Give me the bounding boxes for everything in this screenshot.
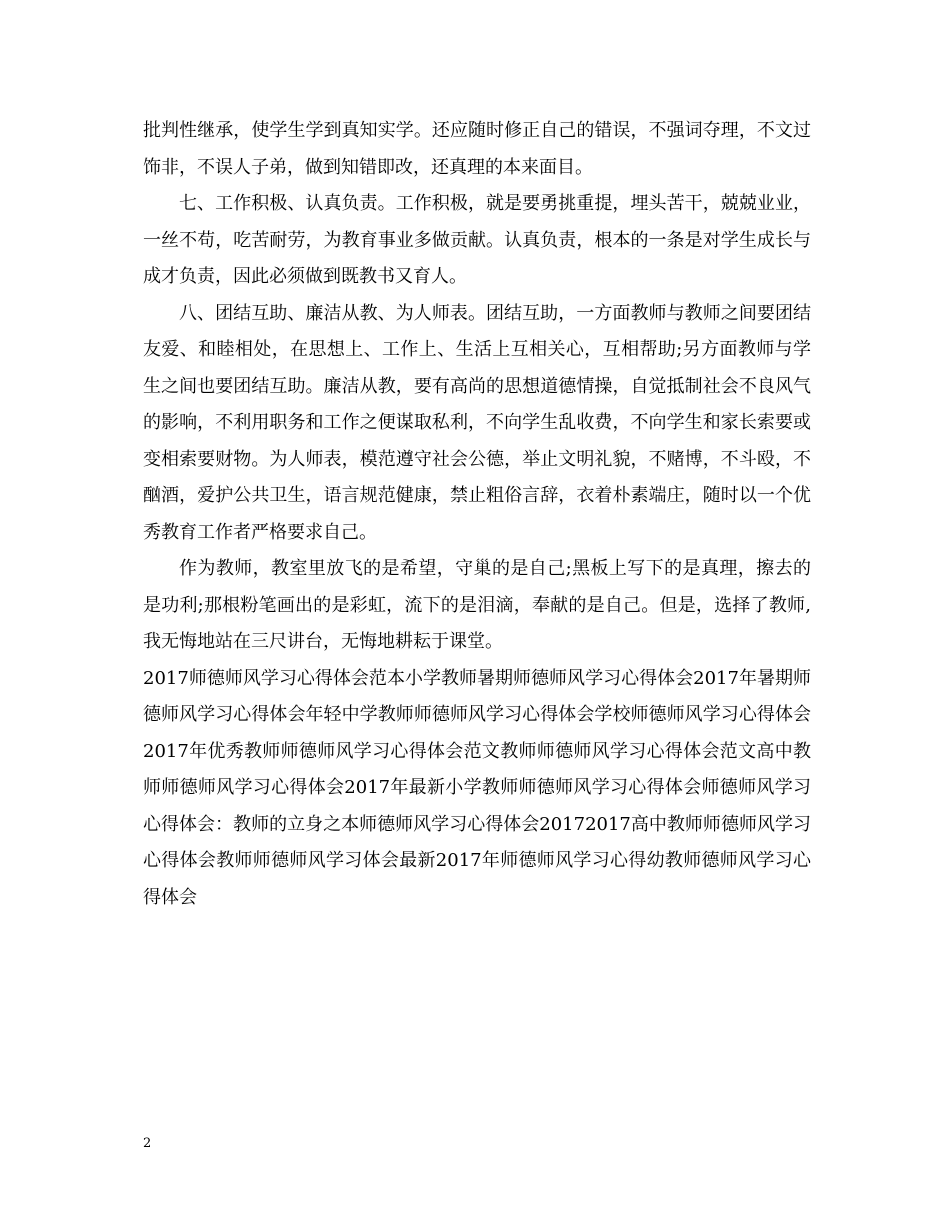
body-text xyxy=(143,113,811,916)
paragraph-conclusion: 作为教师，教室里放飞的是希望，守巢的是自己;黑板上写下的是真理，擦去的是功利;那根粉笔画出的是彩虹，流下的是泪滴，奉献的是自己。但是，选择了教师,我无悔地站在三尺讲台，无悔地耕耘于课堂。 xyxy=(143,558,811,652)
paragraph-continuation: 批判性继承，使学生学到真知实学。还应随时修正自己的错误，不强词夺理，不文过饰非，不误人子弟，做到知错即改，还真理的本来面目。 xyxy=(143,120,811,178)
related-titles-text: 2017师德师风学习心得体会范本小学教师暑期师德师风学习心得体会2017年暑期师德师风学习心得体会年轻中学教师师德师风学习心得体会学校师德师风学习心得体会2017年优秀教师师德师风学习心得体会范文教师师德师风学习心得体会范文高中教师师德师风学习心得体会2017年最新小学教师师德师风学习心得体会师德师风学习心得体会：教师的立身之本师德师风学习心得体会20172017高中教师师德师风学习心得体会教师师德师风学习体会最新2017年师德师风学习心得幼教师德师风学习心得体会 xyxy=(143,667,811,908)
paragraph-item-eight: 八、团结互助、廉洁从教、为人师表。团结互助，一方面教师与教师之间要团结友爱、和睦相处，在思想上、工作上、生活上互相关心，互相帮助;另方面教师与学生之间也要团结互助。廉洁从教，要有高尚的思想道德情操，自觉抵制社会不良风气的影响，不利用职务和工作之便谋取私利，不向学生乱收费，不向学生和家长索要或变相索要财物。为人师表，模范遵守社会公德，举止文明礼貌，不赌博，不斗殴，不酗酒，爱护公共卫生，语言规范健康，禁止粗俗言辞，衣着朴素端庄，随时以一个优秀教育工作者严格要求自己。 xyxy=(143,302,811,543)
page-number: 2 xyxy=(143,1136,152,1151)
paragraph-item-seven: 七、工作积极、认真负责。工作积极，就是要勇挑重提，埋头苦干，兢兢业业，一丝不苟，吃苦耐劳，为教育事业多做贡献。认真负责，根本的一条是对学生成长与成才负责，因此必须做到既教书又育人。 xyxy=(143,193,811,287)
